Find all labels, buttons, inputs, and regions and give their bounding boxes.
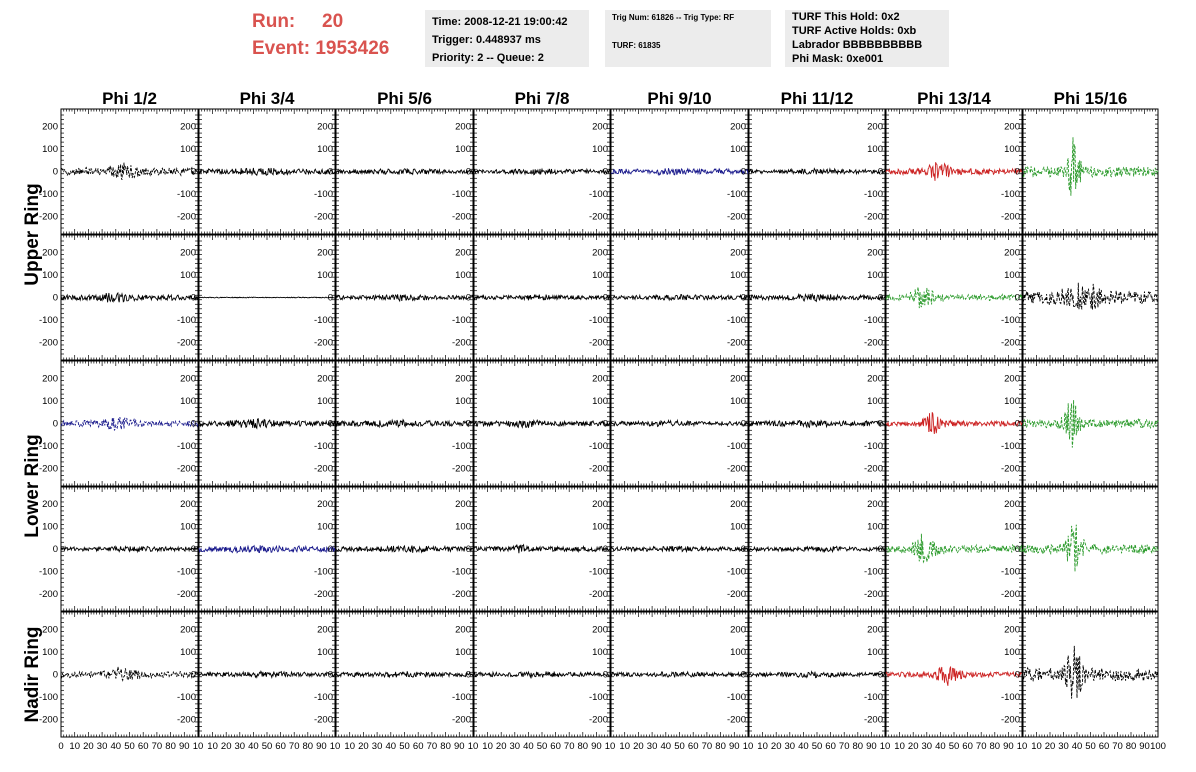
y-tick-label: -200 xyxy=(1000,337,1020,349)
y-tick-label: -200 xyxy=(176,463,196,475)
y-tick-label: -200 xyxy=(313,463,333,475)
y-tick-label: 0 xyxy=(602,544,608,555)
y-tick-label: 100 xyxy=(455,143,471,155)
column-title: Phi 1/2 xyxy=(102,89,157,108)
waveform-panel xyxy=(452,109,610,234)
y-tick-label: 100 xyxy=(730,395,746,407)
turf-text: TURF: 61835 xyxy=(612,41,661,50)
y-tick-label: 0 xyxy=(327,166,333,178)
waveform-panel xyxy=(177,487,335,611)
y-tick-label: -200 xyxy=(451,588,471,600)
y-tick-label: -200 xyxy=(863,337,883,349)
y-tick-label: 0 xyxy=(190,292,196,304)
y-tick-label: -200 xyxy=(863,463,883,475)
y-tick-label: -200 xyxy=(451,211,471,223)
event-line xyxy=(252,35,422,62)
y-tick-label: -200 xyxy=(313,588,333,600)
turf-info-box xyxy=(785,10,949,67)
y-tick-label: 100 xyxy=(867,143,883,155)
y-tick-label: 200 xyxy=(317,121,333,133)
y-tick-label: 0 xyxy=(602,292,608,304)
y-tick-label: 200 xyxy=(1004,373,1020,385)
y-tick-label: 0 xyxy=(465,544,471,555)
y-tick-label: -100 xyxy=(176,441,196,453)
y-tick-label: 0 xyxy=(327,544,333,555)
y-tick-label: -200 xyxy=(176,211,196,223)
y-tick-label: 200 xyxy=(730,247,746,259)
y-tick-label: 0 xyxy=(1014,292,1020,304)
y-tick-label: 100 xyxy=(180,521,196,533)
y-tick-label: 100 xyxy=(867,395,883,407)
waveform-panel xyxy=(1001,361,1158,486)
turf-active-text: TURF Active Holds: 0xb xyxy=(792,25,917,37)
event-label: Event: xyxy=(252,38,311,59)
run-event-header xyxy=(252,8,422,62)
run-label: Run: xyxy=(252,11,296,32)
waveform-panel xyxy=(727,487,885,611)
run-value: 20 xyxy=(322,11,344,32)
y-tick-label: -100 xyxy=(726,441,746,453)
y-tick-label: 100 xyxy=(592,395,608,407)
y-tick-label: -200 xyxy=(863,211,883,223)
waveform-panel xyxy=(589,361,748,486)
y-tick-label: 200 xyxy=(730,121,746,133)
waveform-panel xyxy=(314,361,473,486)
waveform-panel xyxy=(864,487,1022,611)
y-tick-label: -100 xyxy=(726,189,746,201)
y-tick-label: -100 xyxy=(451,441,471,453)
y-tick-label: 0 xyxy=(740,166,746,178)
y-tick-label: 200 xyxy=(730,373,746,385)
time-text: Time: 2008-12-21 19:00:42 xyxy=(432,16,568,28)
y-tick-label: -100 xyxy=(176,566,196,578)
y-tick-label: 100 xyxy=(180,143,196,155)
y-tick-label: 200 xyxy=(867,247,883,259)
y-tick-label: 100 xyxy=(867,269,883,281)
waveform-panel xyxy=(314,487,473,611)
y-tick-label: 100 xyxy=(1004,143,1020,155)
column-title: Phi 3/4 xyxy=(239,89,295,108)
priority-text: Priority: 2 -- Queue: 2 xyxy=(432,52,544,64)
y-tick-label: -100 xyxy=(726,566,746,578)
column-title: Phi 11/12 xyxy=(780,89,854,108)
y-tick-label: 200 xyxy=(317,247,333,259)
y-tick-label: -200 xyxy=(726,463,746,475)
y-tick-label: 200 xyxy=(455,373,471,385)
y-tick-label: 100 xyxy=(1004,269,1020,281)
waveform-panel xyxy=(1001,109,1158,234)
waveform-panel xyxy=(452,487,610,611)
column-title: Phi 13/14 xyxy=(917,89,991,108)
waveform-grid xyxy=(0,80,1196,772)
waveform-panel xyxy=(864,109,1022,234)
y-tick-label: 200 xyxy=(317,499,333,511)
y-tick-label: 0 xyxy=(602,418,608,430)
y-tick-label: 200 xyxy=(180,121,196,133)
waveform-panel xyxy=(177,109,335,234)
y-tick-label: -100 xyxy=(176,315,196,327)
y-tick-label: -200 xyxy=(1000,211,1020,223)
y-tick-label: -100 xyxy=(588,441,608,453)
y-tick-label: 100 xyxy=(592,143,608,155)
y-tick-label: 100 xyxy=(317,521,333,533)
y-tick-label: -200 xyxy=(176,588,196,600)
y-tick-label: -200 xyxy=(1000,463,1020,475)
y-tick-label: 200 xyxy=(867,373,883,385)
y-tick-label: -200 xyxy=(313,211,333,223)
y-tick-label: 200 xyxy=(455,247,471,259)
waveform-panel xyxy=(452,361,610,486)
trig-num-text: Trig Num: 61826 -- Trig Type: RF xyxy=(612,13,735,22)
y-tick-label: 0 xyxy=(877,292,883,304)
y-tick-label: -100 xyxy=(313,315,333,327)
y-tick-label: 0 xyxy=(1014,166,1020,178)
y-tick-label: 0 xyxy=(190,544,196,555)
y-tick-label: -100 xyxy=(1000,189,1020,201)
y-tick-label: 100 xyxy=(730,521,746,533)
y-tick-label: 100 xyxy=(455,521,471,533)
y-tick-label: 200 xyxy=(1004,121,1020,133)
y-tick-label: 200 xyxy=(730,499,746,511)
column-title: Phi 7/8 xyxy=(514,89,570,108)
y-tick-label: 200 xyxy=(592,247,608,259)
y-tick-label: -100 xyxy=(588,566,608,578)
y-tick-label: 0 xyxy=(190,418,196,430)
waveform-panel xyxy=(727,109,885,234)
run-line xyxy=(252,8,422,35)
y-tick-label: 100 xyxy=(455,269,471,281)
y-tick-label: 200 xyxy=(180,247,196,259)
y-tick-label: -100 xyxy=(313,441,333,453)
y-tick-label: -100 xyxy=(313,189,333,201)
waveform-panel xyxy=(727,235,885,360)
event-value: 1953426 xyxy=(315,38,390,59)
waveform-panel xyxy=(864,361,1022,486)
y-tick-label: 100 xyxy=(455,395,471,407)
y-tick-label: 200 xyxy=(592,499,608,511)
waveform-panel xyxy=(727,361,885,486)
column-title: Phi 9/10 xyxy=(647,89,712,108)
waveform-panel xyxy=(314,109,473,234)
y-tick-label: -200 xyxy=(313,337,333,349)
y-tick-label: 200 xyxy=(455,121,471,133)
y-tick-label: 0 xyxy=(327,292,333,304)
time-info-box xyxy=(425,10,589,67)
y-tick-label: -100 xyxy=(863,441,883,453)
y-tick-label: 0 xyxy=(740,292,746,304)
y-tick-label: -100 xyxy=(863,189,883,201)
row-label: Lower Ring xyxy=(22,434,43,538)
y-tick-label: 200 xyxy=(180,499,196,511)
y-tick-label: -200 xyxy=(176,337,196,349)
y-tick-label: 100 xyxy=(180,395,196,407)
row-label: Nadir Ring xyxy=(22,626,43,723)
y-tick-label: 100 xyxy=(180,269,196,281)
y-tick-label: 200 xyxy=(180,373,196,385)
phi-mask-text: Phi Mask: 0xe001 xyxy=(792,53,884,65)
waveform-panel xyxy=(589,109,748,234)
y-tick-label: 200 xyxy=(317,373,333,385)
row-label: Upper Ring xyxy=(22,183,43,286)
y-tick-label: -200 xyxy=(451,337,471,349)
y-tick-label: -100 xyxy=(313,566,333,578)
y-tick-label: -100 xyxy=(863,315,883,327)
y-tick-label: 100 xyxy=(730,269,746,281)
y-tick-label: 0 xyxy=(740,418,746,430)
y-tick-label: 100 xyxy=(1004,395,1020,407)
column-title: Phi 15/16 xyxy=(1053,89,1128,108)
y-tick-label: -200 xyxy=(726,211,746,223)
y-tick-label: 100 xyxy=(317,269,333,281)
y-tick-label: 0 xyxy=(602,166,608,178)
y-tick-label: 0 xyxy=(465,418,471,430)
waveform-panel xyxy=(177,361,335,486)
y-tick-label: 100 xyxy=(592,521,608,533)
y-tick-label: 0 xyxy=(190,166,196,178)
trigger-info-box xyxy=(605,10,771,67)
waveform-panel xyxy=(1001,235,1158,360)
y-tick-label: 200 xyxy=(1004,247,1020,259)
y-tick-label: 100 xyxy=(317,395,333,407)
y-tick-label: 0 xyxy=(327,418,333,430)
waveform-panel xyxy=(589,235,748,360)
y-tick-label: 200 xyxy=(867,121,883,133)
y-tick-label: -100 xyxy=(451,189,471,201)
y-tick-label: -200 xyxy=(726,588,746,600)
waveform-panel xyxy=(452,235,610,360)
labrador-text: Labrador BBBBBBBBBB xyxy=(792,39,923,51)
y-tick-label: 0 xyxy=(1014,418,1020,430)
y-tick-label: 0 xyxy=(465,292,471,304)
y-tick-label: 0 xyxy=(877,166,883,178)
y-tick-label: -100 xyxy=(588,189,608,201)
y-tick-label: 200 xyxy=(455,499,471,511)
y-tick-label: 100 xyxy=(317,143,333,155)
y-tick-label: -200 xyxy=(588,588,608,600)
y-tick-label: -200 xyxy=(726,337,746,349)
column-title: Phi 5/6 xyxy=(377,89,432,108)
waveform-panel xyxy=(589,487,748,611)
waveform-panel xyxy=(314,235,473,360)
y-tick-label: 0 xyxy=(877,418,883,430)
waveform-panel xyxy=(864,235,1022,360)
y-tick-label: 100 xyxy=(592,269,608,281)
y-tick-label: 0 xyxy=(740,544,746,555)
y-tick-label: 0 xyxy=(465,166,471,178)
y-tick-label: -100 xyxy=(176,189,196,201)
y-tick-label: -200 xyxy=(588,337,608,349)
y-tick-label: -100 xyxy=(451,315,471,327)
y-tick-label: -200 xyxy=(588,211,608,223)
trigger-text: Trigger: 0.448937 ms xyxy=(432,34,541,46)
waveform-panel xyxy=(177,235,335,360)
panel-frame xyxy=(1023,235,1158,360)
y-tick-label: -100 xyxy=(588,315,608,327)
turf-hold-text: TURF This Hold: 0x2 xyxy=(792,11,900,23)
y-tick-label: -100 xyxy=(451,566,471,578)
y-tick-label: -100 xyxy=(1000,315,1020,327)
y-tick-label: -100 xyxy=(1000,441,1020,453)
y-tick-label: -200 xyxy=(588,463,608,475)
y-tick-label: 100 xyxy=(730,143,746,155)
y-tick-label: -200 xyxy=(451,463,471,475)
y-tick-label: 200 xyxy=(592,121,608,133)
y-tick-label: 200 xyxy=(592,373,608,385)
y-tick-label: -100 xyxy=(726,315,746,327)
